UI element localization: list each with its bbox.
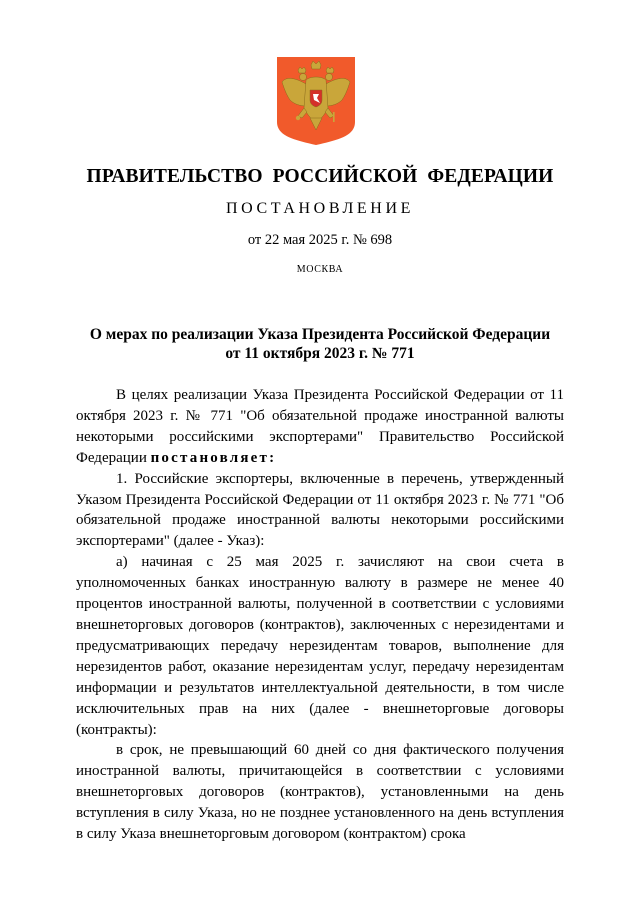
decree-word: постановляет: [150,449,277,466]
organization-name: ПРАВИТЕЛЬСТВО РОССИЙСКОЙ ФЕДЕРАЦИИ [86,166,554,187]
document-date-number: от 22 мая 2025 г. № 698 [247,232,393,248]
paragraph-item-1: 1. Российские экспортеры, включенные в перечень, утвержденный Указом Президента Российской Федерации от 11 октября 2023 г. № 771 "Об обязательной продаже иностранной валюты некоторыми российскими экспортерами" (далее - Указ): [76,470,564,550]
title-line-2: от 11 октября 2023 г. № 771 [225,345,415,362]
document-city: МОСКВА [296,264,344,275]
document-body [76,385,564,845]
paragraph-subitem-a: а) начиная с 25 мая 2025 г. зачисляют на свои счета в уполномоченных банках иностранную валюту в размере не менее 40 процентов иностранной валюты, полученной в соответствии с условиями внешнеторговых договоров (контрактов), заключенных с нерезидентами и предусматривающих передачу нерезидентам товаров, выполнение для нерезидентов работ, оказание нерезидентам услуг, передачу нерезидентам информации и результатов интеллектуальной деятельности, в том числе исключительных прав на них (далее - внешнеторговые договоры (контракты): [76,554,564,738]
preamble-text: В целях реализации Указа Президента Российской Федерации от 11 октября 2023 г. № 771 "Об обязательной продаже иностранной валюты некоторыми российскими экспортерами" Правительство Российской Федерации [76,387,564,466]
title-line-1: О мерах по реализации Указа Президента Российской Федерации [89,326,551,343]
coat-of-arms-icon [276,56,356,146]
document-title [0,325,640,363]
paragraph-term: в срок, не превышающий 60 дней со дня фактического получения иностранной валюты, причитающейся в соответствии с условиями внешнеторговых договоров (контрактов), установленными на день вступления в силу Указа, но не позднее установленного на день вступления в силу Указа внешнеторговым договором (контрактом) срока [76,742,564,843]
document-type: ПОСТАНОВЛЕНИЕ [226,200,414,217]
paragraph-preamble [76,385,564,469]
